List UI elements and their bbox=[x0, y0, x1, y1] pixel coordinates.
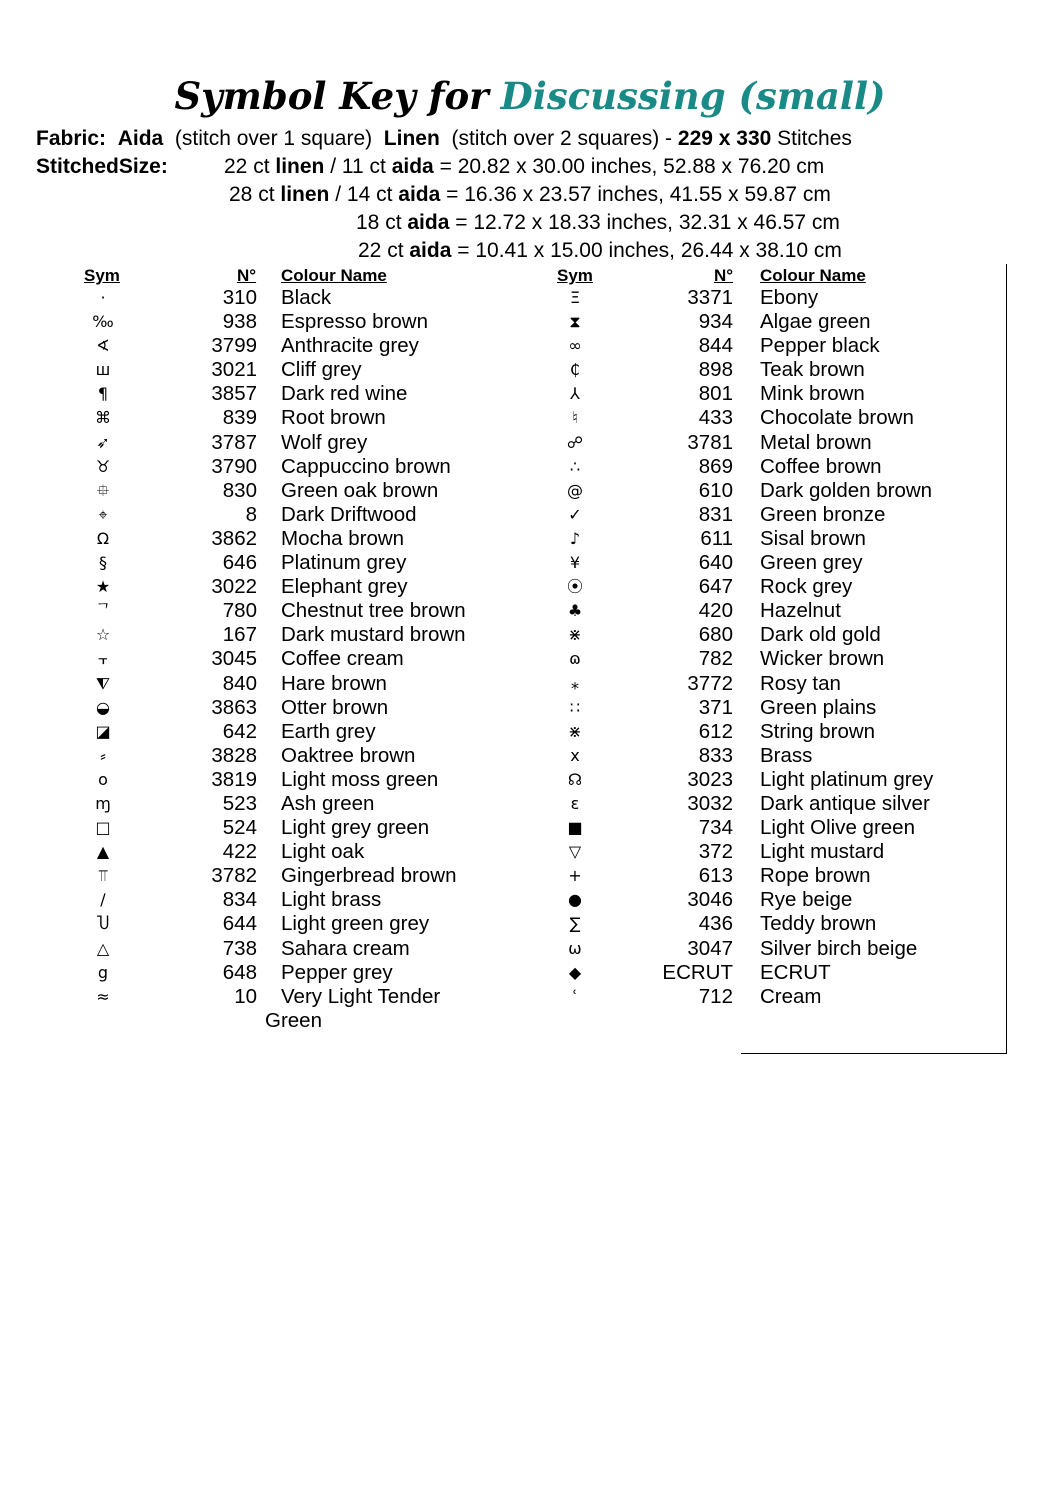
color-name: Earth grey bbox=[281, 719, 376, 743]
symbol-icon: ➶ bbox=[96, 432, 110, 452]
color-number: 10 bbox=[234, 984, 257, 1008]
color-name: Algae green bbox=[760, 310, 871, 334]
color-number: 646 bbox=[222, 551, 257, 575]
color-name: Dark old gold bbox=[760, 623, 881, 647]
color-number: 3819 bbox=[211, 767, 257, 791]
symbol-icon: @ bbox=[567, 480, 583, 500]
color-name: Green oak brown bbox=[281, 478, 439, 502]
symbol-icon: ɱ bbox=[95, 793, 111, 813]
size-line: 22 ct aida = 10.41 x 15.00 inches, 26.44 x 38.10 cm bbox=[358, 239, 842, 262]
color-name: Cream bbox=[760, 984, 822, 1008]
color-name: Dark antique silver bbox=[760, 791, 930, 815]
color-number: 640 bbox=[698, 551, 733, 575]
symbol-icon: ▲ bbox=[96, 842, 110, 862]
color-name: Silver birch beige bbox=[760, 936, 918, 960]
symbol-icon: ⸗ bbox=[100, 745, 106, 765]
symbol-icon: ★ bbox=[95, 577, 111, 597]
color-number: 167 bbox=[222, 623, 257, 647]
symbol-icon: ¥ bbox=[569, 553, 581, 573]
color-number: 8 bbox=[245, 502, 257, 526]
symbol-icon: ⌖ bbox=[98, 504, 108, 524]
color-name: Light green grey bbox=[281, 912, 430, 936]
fabric-aida: Aida bbox=[117, 127, 164, 150]
color-number: 3032 bbox=[687, 791, 733, 815]
color-name: Ebony bbox=[760, 286, 819, 309]
color-name: Otter brown bbox=[281, 695, 389, 719]
symbol-icon: △ bbox=[96, 938, 110, 958]
symbol-icon: ⯐ bbox=[96, 480, 109, 500]
color-number: 734 bbox=[698, 816, 733, 840]
color-number: 738 bbox=[222, 936, 257, 960]
symbol-icon: ◆ bbox=[568, 962, 582, 982]
fabric-linen-note: (stitch over 2 squares) - bbox=[451, 127, 673, 150]
symbol-icon: Ξ bbox=[569, 288, 581, 307]
color-number: 869 bbox=[698, 454, 733, 478]
color-number: 3772 bbox=[687, 671, 733, 695]
color-number: ECRUT bbox=[662, 960, 733, 984]
symbol-icon: ☊ bbox=[567, 769, 583, 789]
color-name: Rope brown bbox=[760, 864, 871, 888]
color-number: 938 bbox=[222, 310, 257, 334]
color-number: 3021 bbox=[211, 358, 257, 382]
color-name: Wolf grey bbox=[281, 430, 368, 454]
symbol-icon: ♮ bbox=[572, 408, 578, 428]
color-number: 934 bbox=[698, 310, 733, 334]
symbol-icon: § bbox=[99, 553, 107, 573]
color-number: 3045 bbox=[211, 647, 257, 671]
color-number: 3022 bbox=[211, 575, 257, 599]
stitched-size-label: StitchedSize: bbox=[36, 155, 168, 178]
color-name: Hazelnut bbox=[760, 599, 841, 623]
color-name: Green grey bbox=[760, 551, 863, 575]
color-number: 310 bbox=[222, 286, 257, 309]
color-number: 3782 bbox=[211, 864, 257, 888]
color-name: Anthracite grey bbox=[281, 334, 419, 358]
color-number: 422 bbox=[222, 840, 257, 864]
color-number: 839 bbox=[222, 406, 257, 430]
color-name: Teak brown bbox=[760, 358, 865, 382]
color-name: Teddy brown bbox=[760, 912, 877, 936]
header-sym-right: Sym bbox=[557, 266, 593, 285]
color-number: 3787 bbox=[211, 430, 257, 454]
color-number: 523 bbox=[222, 791, 257, 815]
color-number: 3781 bbox=[687, 430, 733, 454]
color-number: 3047 bbox=[687, 936, 733, 960]
color-number: 3046 bbox=[687, 888, 733, 912]
color-number: 780 bbox=[222, 599, 257, 623]
color-number: 611 bbox=[700, 526, 733, 550]
color-name: Light brass bbox=[281, 888, 382, 912]
symbol-icon: ☍ bbox=[566, 432, 584, 452]
color-name: Green plains bbox=[760, 695, 877, 719]
symbol-icon: ᄀ bbox=[95, 601, 111, 621]
color-name: Pepper black bbox=[760, 334, 880, 358]
symbol-icon: g bbox=[97, 962, 109, 982]
symbol-icon: ▽ bbox=[568, 842, 582, 862]
color-number: 831 bbox=[698, 502, 733, 526]
color-name: Platinum grey bbox=[281, 551, 407, 575]
symbol-icon: · bbox=[100, 288, 106, 307]
color-name: Wicker brown bbox=[760, 647, 885, 671]
symbol-icon: o bbox=[98, 769, 108, 789]
symbol-icon: ⫟ bbox=[98, 649, 108, 669]
symbol-icon: ∞ bbox=[568, 336, 582, 356]
color-name: Sahara cream bbox=[281, 936, 410, 960]
symbol-icon: ∢ bbox=[96, 336, 110, 356]
stitch-count: 229 x 330 bbox=[677, 127, 772, 150]
symbol-icon: ₵ bbox=[569, 360, 581, 380]
symbol-icon: ш bbox=[95, 360, 111, 380]
symbol-icon: ⧗ bbox=[569, 312, 581, 332]
size-line: 28 ct linen / 14 ct aida = 16.36 x 23.57 inches, 41.55 x 59.87 cm bbox=[229, 183, 831, 206]
color-number: 840 bbox=[222, 671, 257, 695]
color-name: Espresso brown bbox=[281, 310, 428, 334]
color-number: 3863 bbox=[211, 695, 257, 719]
color-name: Light grey green bbox=[281, 816, 430, 840]
color-name: Cliff grey bbox=[281, 358, 362, 382]
color-name: String brown bbox=[760, 719, 876, 743]
symbol-icon: ≈ bbox=[96, 986, 110, 1006]
color-name: Sisal brown bbox=[760, 526, 866, 550]
color-name: Metal brown bbox=[760, 430, 872, 454]
size-line: 22 ct linen / 11 ct aida = 20.82 x 30.00 inches, 52.88 x 76.20 cm bbox=[224, 155, 825, 178]
color-number: 898 bbox=[698, 358, 733, 382]
color-number: 844 bbox=[698, 334, 733, 358]
symbol-icon: □ bbox=[95, 818, 111, 838]
symbol-icon: ⧨ bbox=[95, 673, 111, 693]
color-name: Coffee brown bbox=[760, 454, 882, 478]
color-name: Cappuccino brown bbox=[281, 454, 451, 478]
color-number: 680 bbox=[698, 623, 733, 647]
symbol-icon: ⁎ bbox=[571, 673, 579, 693]
color-name: Gingerbread brown bbox=[281, 864, 457, 888]
symbol-icon: ω bbox=[568, 938, 582, 958]
symbol-icon: ♣ bbox=[567, 601, 583, 621]
symbol-icon: ɷ bbox=[569, 649, 581, 669]
pattern-name: Discussing (small) bbox=[500, 74, 886, 118]
color-number: 834 bbox=[222, 888, 257, 912]
header-sym-left: Sym bbox=[84, 266, 120, 285]
color-number: 524 bbox=[222, 816, 257, 840]
symbol-icon: ◒ bbox=[96, 697, 110, 717]
title-prefix: Symbol Key for bbox=[174, 74, 489, 118]
color-name: Light Olive green bbox=[760, 816, 915, 840]
color-name: Dark red wine bbox=[281, 382, 408, 406]
color-name: Brass bbox=[760, 743, 813, 767]
symbol-icon: ⋇ bbox=[568, 625, 582, 645]
color-name: Coffee cream bbox=[281, 647, 404, 671]
symbol-icon: ‰ bbox=[92, 312, 114, 332]
symbol-icon: ∷ bbox=[569, 697, 581, 717]
symbol-icon: ⅄ bbox=[570, 384, 580, 404]
page-title bbox=[0, 74, 1060, 118]
fabric-aida-note: (stitch over 1 square) bbox=[174, 127, 373, 150]
symbol-icon: ■ bbox=[567, 818, 583, 838]
symbol-icon: ♉ bbox=[95, 456, 111, 476]
color-name: Rosy tan bbox=[760, 671, 841, 695]
header-num-right: N° bbox=[714, 266, 734, 285]
symbol-icon: ʿ bbox=[572, 986, 578, 1006]
color-number: 372 bbox=[698, 840, 733, 864]
symbol-icon: ɛ bbox=[570, 793, 580, 813]
color-name: Mocha brown bbox=[281, 526, 405, 550]
color-name-continuation: Green bbox=[265, 1008, 322, 1032]
color-name: Dark Driftwood bbox=[281, 502, 417, 526]
symbol-icon: + bbox=[568, 866, 582, 886]
color-name: Very Light Tender bbox=[281, 984, 441, 1008]
color-name: Light moss green bbox=[281, 767, 439, 791]
right-border-line bbox=[1006, 264, 1007, 1054]
symbol-icon: x bbox=[570, 745, 580, 765]
color-name: Black bbox=[281, 286, 332, 309]
color-name: Green bronze bbox=[760, 502, 886, 526]
symbol-icon: ∑ bbox=[569, 914, 581, 934]
color-number: 3790 bbox=[211, 454, 257, 478]
color-number: 612 bbox=[698, 719, 733, 743]
symbol-icon: ● bbox=[568, 890, 582, 910]
color-name: Mink brown bbox=[760, 382, 865, 406]
color-number: 610 bbox=[698, 478, 733, 502]
symbol-icon: ◪ bbox=[95, 721, 111, 741]
color-name: Light platinum grey bbox=[760, 767, 934, 791]
symbol-icon: ∕ bbox=[100, 890, 106, 910]
symbol-icon: Ⴎ bbox=[96, 914, 110, 934]
symbol-icon: ⦿ bbox=[566, 577, 583, 597]
color-number: 3023 bbox=[687, 767, 733, 791]
symbol-icon: Ω bbox=[96, 528, 110, 548]
bottom-border-line bbox=[741, 1053, 1007, 1054]
color-number: 830 bbox=[222, 478, 257, 502]
stitches-word: Stitches bbox=[777, 127, 852, 150]
symbol-icon: ∴ bbox=[569, 456, 581, 476]
color-name: Dark mustard brown bbox=[281, 623, 466, 647]
color-number: 613 bbox=[698, 864, 733, 888]
color-number: 801 bbox=[698, 382, 733, 406]
color-name: Chestnut tree brown bbox=[281, 599, 466, 623]
color-number: 782 bbox=[698, 647, 733, 671]
header-name-left: Colour Name bbox=[281, 266, 387, 285]
size-line: 18 ct aida = 12.72 x 18.33 inches, 32.31 x 46.57 cm bbox=[356, 211, 840, 234]
header-name-right: Colour Name bbox=[760, 266, 866, 285]
color-number: 3371 bbox=[687, 286, 733, 309]
color-number: 648 bbox=[222, 960, 257, 984]
color-number: 642 bbox=[222, 719, 257, 743]
symbol-icon: ¶ bbox=[97, 384, 109, 404]
color-name: Elephant grey bbox=[281, 575, 408, 599]
color-number: 3799 bbox=[211, 334, 257, 358]
color-name: Light oak bbox=[281, 840, 365, 864]
color-number: 647 bbox=[698, 575, 733, 599]
header-num-left: N° bbox=[237, 266, 257, 285]
fabric-linen: Linen bbox=[383, 127, 440, 150]
color-number: 420 bbox=[698, 599, 733, 623]
symbol-icon: ♪ bbox=[569, 528, 581, 548]
color-name: ECRUT bbox=[760, 960, 831, 984]
color-number: 3857 bbox=[211, 382, 257, 406]
color-number: 436 bbox=[698, 912, 733, 936]
color-name: Ash green bbox=[281, 791, 375, 815]
symbol-icon: ⌘ bbox=[95, 408, 111, 428]
color-number: 3862 bbox=[211, 526, 257, 550]
color-name: Rye beige bbox=[760, 888, 853, 912]
color-name: Light mustard bbox=[760, 840, 885, 864]
fabric-label: Fabric: bbox=[36, 127, 107, 150]
symbol-icon: ✓ bbox=[568, 504, 582, 524]
symbol-icon: ⋇ bbox=[568, 721, 582, 741]
color-name: Root brown bbox=[281, 406, 386, 430]
symbol-icon: ☆ bbox=[95, 625, 111, 645]
symbol-icon: ⫪ bbox=[98, 866, 108, 886]
color-name: Pepper grey bbox=[281, 960, 393, 984]
color-number: 833 bbox=[698, 743, 733, 767]
color-name: Rock grey bbox=[760, 575, 853, 599]
color-name: Chocolate brown bbox=[760, 406, 914, 430]
color-number: 371 bbox=[698, 695, 733, 719]
color-number: 433 bbox=[698, 406, 733, 430]
color-number: 712 bbox=[698, 984, 733, 1008]
color-number: 3828 bbox=[211, 743, 257, 767]
color-name: Oaktree brown bbox=[281, 743, 416, 767]
color-name: Dark golden brown bbox=[760, 478, 933, 502]
color-name: Hare brown bbox=[281, 671, 387, 695]
fabric-line bbox=[36, 127, 852, 151]
color-number: 644 bbox=[222, 912, 257, 936]
